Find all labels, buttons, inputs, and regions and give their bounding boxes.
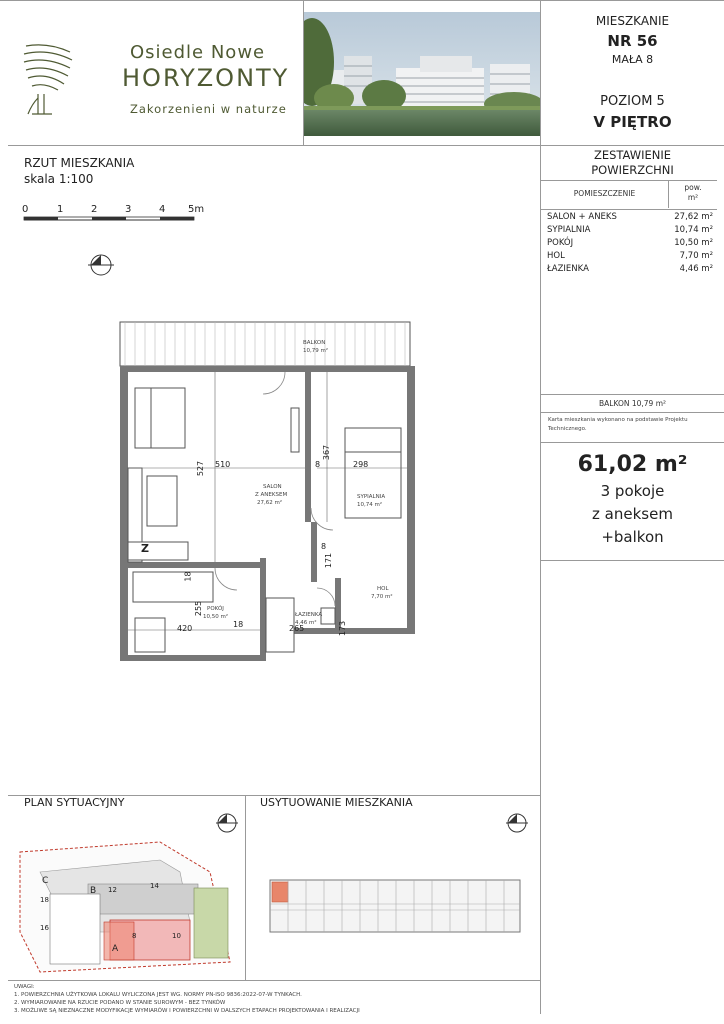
notes-line-2: 2. WYMIAROWANIE NA RZUCIE PODANO W STANIE SUROWYM - BEZ TYNKÓW (14, 1000, 226, 1006)
area-row-value: 10,50 m² (674, 238, 713, 248)
site-label-10: 10 (172, 932, 181, 940)
fp-dim-8a: 8 (315, 460, 321, 469)
apartment-level: POZIOM 5 (600, 94, 665, 109)
location-map (262, 812, 532, 978)
north-arrow-site-icon (216, 812, 238, 834)
scale-tick-0: 0 (22, 204, 29, 215)
site-plan-map (10, 812, 242, 978)
area-row-name: SALON + ANEKS (547, 212, 617, 222)
frame-header-divider (8, 145, 724, 146)
brand-line2: HORYZONTY (122, 64, 290, 92)
frame-bottom-split (245, 795, 246, 980)
floor-plan (95, 318, 440, 663)
scale-tick-1: 1 (57, 204, 64, 215)
summary-line-3: +balkon (601, 528, 664, 546)
area-row-name: SYPIALNIA (547, 225, 591, 235)
building-photo (304, 12, 540, 136)
area-row-value: 4,46 m² (679, 264, 713, 274)
fp-balkon: BALKON (303, 340, 326, 346)
scale-bar (22, 204, 205, 234)
areas-note: Karta mieszkania wykonano na podstawie Projektu Technicznego. (548, 417, 688, 432)
notes-title: UWAGI: (14, 984, 35, 990)
areas-balcony: BALKON 10,79 m² (598, 399, 667, 408)
site-label-b: B (90, 886, 97, 896)
site-label-16: 16 (40, 924, 49, 932)
scale-tick-4: 4 (159, 204, 166, 215)
fp-dim-367: 367 (322, 444, 332, 461)
apartment-floor: V PIĘTRO (593, 113, 672, 131)
fp-lazienka: ŁAZIENKA (295, 612, 323, 618)
fp-salon-2: Z ANEKSEM (255, 492, 288, 498)
frame-notes-divider (8, 980, 540, 981)
site-plan-title: PLAN SYTUACYJNY (24, 796, 125, 809)
location-title: USYTUOWANIE MIESZKANIA (260, 796, 413, 809)
brand-line1: Osiedle Nowe (130, 42, 266, 63)
apartment-street: MAŁA 8 (611, 53, 654, 66)
apartment-number: NR 56 (607, 32, 658, 50)
site-label-8: 8 (132, 932, 137, 940)
apartment-label: MIESZKANIE (595, 14, 670, 28)
area-row-value: 10,74 m² (674, 225, 713, 235)
areas-col-area-2: m² (687, 193, 699, 202)
site-label-c: C (42, 876, 49, 886)
fp-dim-265: 265 (289, 624, 305, 633)
fp-dim-18b: 18 (233, 620, 244, 629)
fp-dim-171: 171 (324, 552, 334, 569)
fp-salon-area: 27,62 m² (257, 500, 283, 506)
fp-z: Z (141, 542, 149, 555)
areas-note-divider (541, 412, 724, 413)
fp-sypialnia: SYPIALNIA (357, 494, 386, 500)
summary-line-1: 3 pokoje (600, 482, 665, 500)
fp-dim-420: 420 (177, 624, 193, 633)
areas-total-divider (541, 442, 724, 443)
fp-sypialnia-area: 10,74 m² (357, 502, 383, 508)
scale-tick-3: 3 (125, 204, 132, 215)
total-area: 61,02 m² (577, 452, 688, 477)
fp-dim-8b: 8 (321, 542, 327, 551)
fp-pokoj-area: 10,50 m² (203, 614, 229, 620)
fp-hol-area: 7,70 m² (371, 594, 393, 600)
areas-title-1: ZESTAWIENIE (593, 148, 672, 162)
fp-hol: HOL (377, 586, 389, 592)
brand-tagline: Zakorzenieni w naturze (130, 102, 287, 116)
area-row-name: POKÓJ (547, 238, 574, 248)
area-row-name: ŁAZIENKA (547, 264, 589, 274)
areas-balcony-divider (541, 394, 724, 395)
site-label-a: A (112, 944, 119, 954)
brand-logo (18, 38, 302, 128)
frame-top (0, 0, 724, 1)
fp-balkon-area: 10,79 m² (303, 348, 329, 354)
plan-scale: skala 1:100 (24, 172, 94, 186)
area-row-value: 27,62 m² (674, 212, 713, 222)
scale-tick-2: 2 (91, 204, 98, 215)
scale-tick-5: 5m (188, 204, 205, 215)
tree-logo-icon (18, 38, 78, 118)
fp-dim-173: 173 (338, 620, 348, 637)
fp-pokoj: POKÓJ (207, 606, 224, 612)
fp-salon-1: SALON (263, 484, 282, 490)
fp-dim-527: 527 (196, 460, 206, 477)
plan-title: RZUT MIESZKANIA (24, 156, 135, 170)
fp-dim-298: 298 (353, 460, 369, 469)
highlight-apartment (272, 882, 288, 902)
fp-dim-18a: 18 (183, 571, 193, 582)
areas-table (541, 180, 717, 290)
north-arrow-icon (88, 252, 114, 278)
areas-bottom-divider (541, 560, 724, 561)
fp-dim-255: 255 (194, 600, 204, 617)
areas-col-room: POMIESZCZENIE (573, 189, 636, 198)
areas-title-2: POWIERZCHNI (591, 163, 674, 177)
areas-col-area-1: pow. (684, 183, 702, 192)
notes-line-1: 1. POWIERZCHNIA UŻYTKOWA LOKALU WYLICZONA JEST WG. NORMY PN-ISO 9836:2022-07-W TYNKACH. (14, 992, 302, 998)
site-label-18: 18 (40, 896, 49, 904)
site-label-14: 14 (150, 882, 159, 890)
fp-lazienka-area: 4,46 m² (295, 620, 317, 626)
area-row-name: HOL (547, 251, 565, 261)
notes-line-3: 3. MOŻLIWE SĄ NIEZNACZNE MODYFIKACJE WYMIARÓW I POWIERZCHNI W DALSZYCH ETAPACH PROJEKTOWANIA I REALIZACJI (14, 1008, 360, 1014)
area-row-value: 7,70 m² (679, 251, 713, 261)
summary-line-2: z aneksem (592, 505, 673, 523)
site-label-12: 12 (108, 886, 117, 894)
fp-dim-510: 510 (215, 460, 231, 469)
